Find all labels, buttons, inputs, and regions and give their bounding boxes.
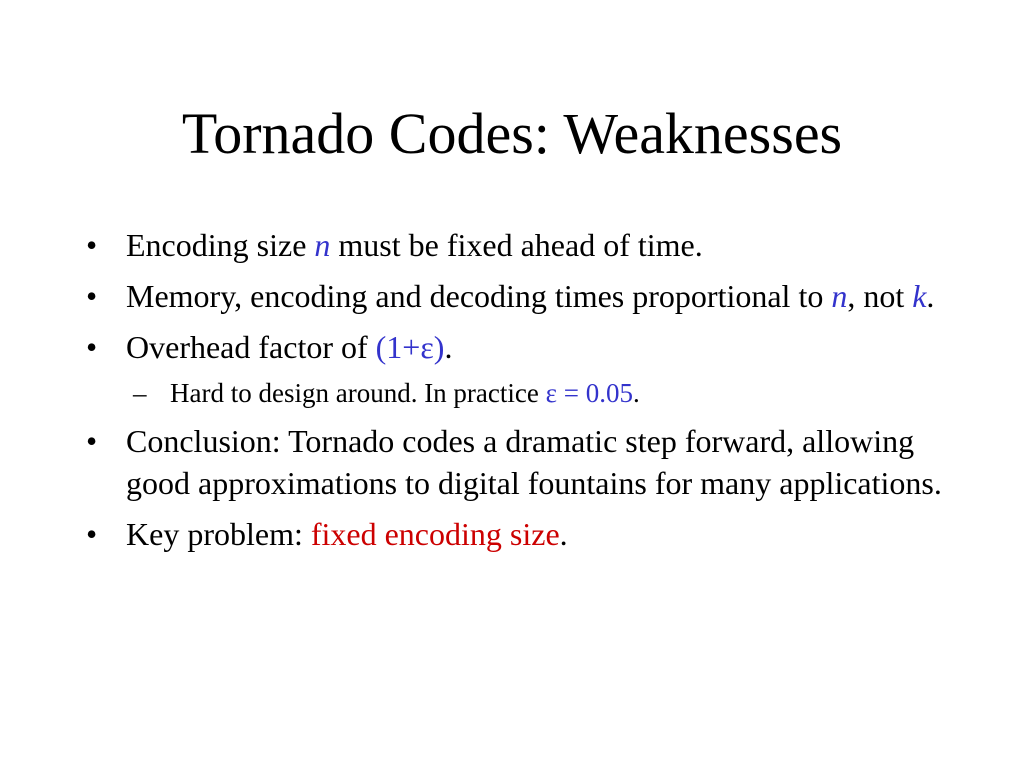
variable-n: n (314, 227, 331, 263)
bullet-marker: • (86, 516, 98, 552)
overhead-expression: (1+ε) (375, 329, 445, 365)
bullet-text: Conclusion: Tornado codes a dramatic step forward, allowing good approximations to digital fountains for many applications. (126, 423, 942, 501)
bullet-memory-times (86, 275, 956, 317)
bullet-list (86, 224, 956, 555)
bullet-text: Key problem: (126, 516, 311, 552)
bullet-text: Encoding size (126, 227, 315, 263)
bullet-marker: • (86, 227, 98, 263)
variable-k: k (912, 278, 927, 314)
bullet-encoding-size (86, 224, 956, 266)
bullet-text: Memory, encoding and decoding times proportional to (126, 278, 832, 314)
sub-bullet-text: . (632, 378, 640, 408)
bullet-text: . (926, 278, 935, 314)
slide-title: Tornado Codes: Weaknesses (181, 101, 843, 166)
key-problem-highlight: fixed encoding size (310, 516, 560, 552)
bullet-marker: • (86, 423, 98, 459)
bullet-marker: • (86, 278, 98, 314)
bullet-marker: • (86, 329, 98, 365)
sub-bullet-design-around (86, 375, 956, 411)
bullet-text: , not (847, 278, 913, 314)
bullet-conclusion (86, 420, 956, 504)
sub-bullet-marker: – (133, 378, 147, 408)
bullet-text: . (444, 329, 453, 365)
variable-n: n (831, 278, 848, 314)
bullet-text: must be fixed ahead of time. (330, 227, 703, 263)
epsilon-value: ε = 0.05 (545, 378, 633, 408)
bullet-text: Overhead factor of (126, 329, 376, 365)
sub-bullet-text: Hard to design around. In practice (170, 378, 546, 408)
bullet-text: . (559, 516, 568, 552)
bullet-key-problem (86, 513, 956, 555)
bullet-overhead-factor (86, 326, 956, 368)
